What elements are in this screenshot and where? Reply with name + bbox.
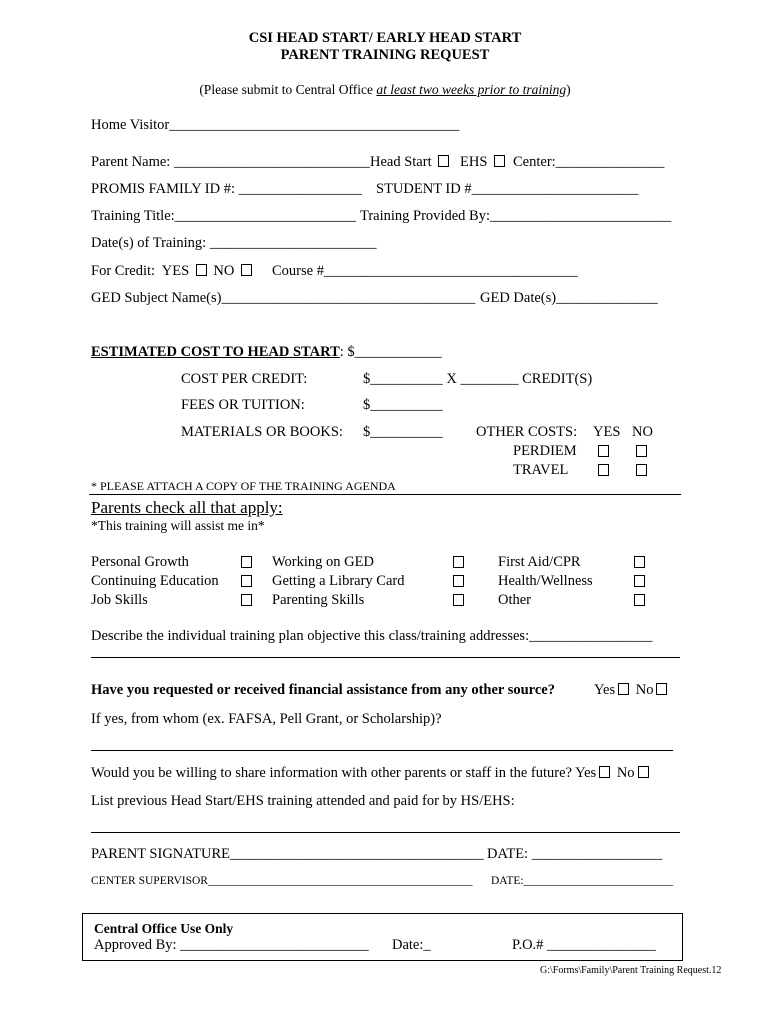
list-item: Parenting Skills: [272, 592, 365, 608]
list-item: Working on GED: [272, 554, 374, 570]
financial-no-checkbox[interactable]: [656, 683, 667, 695]
travel-no-checkbox[interactable]: [636, 464, 647, 476]
estimated-cost-row[interactable]: ESTIMATED COST TO HEAD START: $____________: [91, 344, 442, 360]
center-date-field[interactable]: DATE:__________________________: [491, 875, 674, 887]
objective-line[interactable]: [91, 657, 680, 658]
promis-id-field[interactable]: PROMIS FAMILY ID #: _________________: [91, 181, 362, 197]
continuing-education-checkbox[interactable]: [241, 575, 252, 587]
home-visitor-field[interactable]: Home Visitor________________________________________: [91, 117, 460, 133]
share-yes-checkbox[interactable]: [599, 766, 610, 778]
cost-per-credit-field[interactable]: $__________ X ________ CREDIT(S): [363, 371, 593, 387]
approved-by-field[interactable]: Approved By: __________________________: [94, 937, 369, 953]
job-skills-checkbox[interactable]: [241, 594, 252, 606]
share-question: Would you be willing to share information with other parents or staff in the future? Yes No: [91, 766, 652, 781]
if-yes-line[interactable]: [91, 750, 673, 751]
parents-check-heading: Parents check all that apply:: [91, 498, 283, 517]
travel-label: TRAVEL: [513, 462, 569, 478]
list-item: Personal Growth: [91, 554, 189, 570]
other-costs-label: OTHER COSTS:: [476, 424, 578, 440]
library-card-checkbox[interactable]: [453, 575, 464, 587]
fees-label: FEES OR TUITION:: [181, 397, 305, 413]
personal-growth-checkbox[interactable]: [241, 556, 252, 568]
share-no-checkbox[interactable]: [638, 766, 649, 778]
financial-yes-checkbox[interactable]: [618, 683, 629, 695]
cost-per-credit-label: COST PER CREDIT:: [181, 371, 308, 387]
previous-training-line[interactable]: [91, 832, 680, 833]
working-on-ged-checkbox[interactable]: [453, 556, 464, 568]
fees-field[interactable]: $__________: [363, 397, 443, 413]
first-aid-checkbox[interactable]: [634, 556, 645, 568]
head-start-option[interactable]: Head Start: [370, 155, 452, 170]
submit-deadline: at least two weeks prior to training: [376, 82, 567, 97]
perdiem-no-checkbox[interactable]: [636, 445, 647, 457]
health-wellness-checkbox[interactable]: [634, 575, 645, 587]
other-costs-yes-header: YES: [593, 424, 621, 440]
materials-field[interactable]: $__________: [363, 424, 443, 440]
objective-field[interactable]: Describe the individual training plan objective this class/training addresses:_________________: [91, 628, 653, 644]
po-number-field[interactable]: P.O.# _______________: [512, 937, 656, 953]
list-previous-question: List previous Head Start/EHS training attended and paid for by HS/EHS:: [91, 793, 515, 809]
list-item: First Aid/CPR: [498, 554, 581, 570]
list-item: Other: [498, 592, 532, 608]
course-number-field[interactable]: Course #___________________________________: [272, 263, 578, 279]
parent-date-field[interactable]: DATE: __________________: [487, 846, 663, 862]
parent-name-field[interactable]: Parent Name: ___________________________: [91, 154, 370, 170]
section-divider: [89, 494, 681, 495]
student-id-field[interactable]: STUDENT ID #_______________________: [376, 181, 639, 197]
ehs-checkbox[interactable]: [494, 155, 505, 167]
training-title-field[interactable]: Training Title:_________________________: [91, 208, 356, 224]
other-checkbox[interactable]: [634, 594, 645, 606]
center-supervisor-field[interactable]: CENTER SUPERVISOR______________________________________________: [91, 875, 473, 887]
training-provided-field[interactable]: Training Provided By:_________________________: [360, 208, 672, 224]
list-item: Getting a Library Card: [272, 573, 405, 589]
if-yes-question: If yes, from whom (ex. FAFSA, Pell Grant, or Scholarship)?: [91, 711, 442, 727]
perdiem-yes-checkbox[interactable]: [598, 445, 609, 457]
office-date-field[interactable]: Date:_: [392, 937, 431, 953]
other-costs-no-header: NO: [632, 424, 653, 440]
financial-answer: Yes No: [594, 683, 670, 698]
for-credit-row: For Credit: YES NO: [91, 264, 255, 279]
financial-question: Have you requested or received financial assistance from any other source?: [91, 682, 555, 698]
ged-dates-field[interactable]: GED Date(s)______________: [480, 290, 658, 306]
attach-agenda-note: * PLEASE ATTACH A COPY OF THE TRAINING AGENDA: [91, 479, 396, 493]
training-dates-field[interactable]: Date(s) of Training: _______________________: [91, 235, 377, 251]
perdiem-label: PERDIEM: [513, 443, 577, 459]
page-subtitle: PARENT TRAINING REQUEST: [280, 47, 490, 63]
submit-note: (Please submit to Central Office at least two weeks prior to training): [199, 82, 571, 97]
central-office-box: [82, 913, 683, 961]
credit-no-checkbox[interactable]: [241, 264, 252, 276]
ehs-option[interactable]: EHS: [460, 155, 508, 170]
page-title: CSI HEAD START/ EARLY HEAD START: [248, 30, 522, 46]
parents-check-subheading: *This training will assist me in*: [91, 518, 265, 533]
list-item: Job Skills: [91, 592, 148, 608]
parenting-skills-checkbox[interactable]: [453, 594, 464, 606]
ged-subject-field[interactable]: GED Subject Name(s)___________________________________: [91, 290, 476, 306]
parent-signature-field[interactable]: PARENT SIGNATURE___________________________________: [91, 846, 484, 862]
credit-yes-checkbox[interactable]: [196, 264, 207, 276]
estimated-cost-heading: ESTIMATED COST TO HEAD START: [91, 344, 340, 360]
travel-yes-checkbox[interactable]: [598, 464, 609, 476]
central-office-title: Central Office Use Only: [94, 921, 234, 936]
center-field[interactable]: Center:_______________: [513, 154, 665, 170]
list-item: Health/Wellness: [498, 573, 593, 589]
list-item: Continuing Education: [91, 573, 219, 589]
head-start-checkbox[interactable]: [438, 155, 449, 167]
file-path-footer: G:\Forms\Family\Parent Training Request.12: [540, 965, 722, 976]
materials-label: MATERIALS OR BOOKS:: [181, 424, 343, 440]
